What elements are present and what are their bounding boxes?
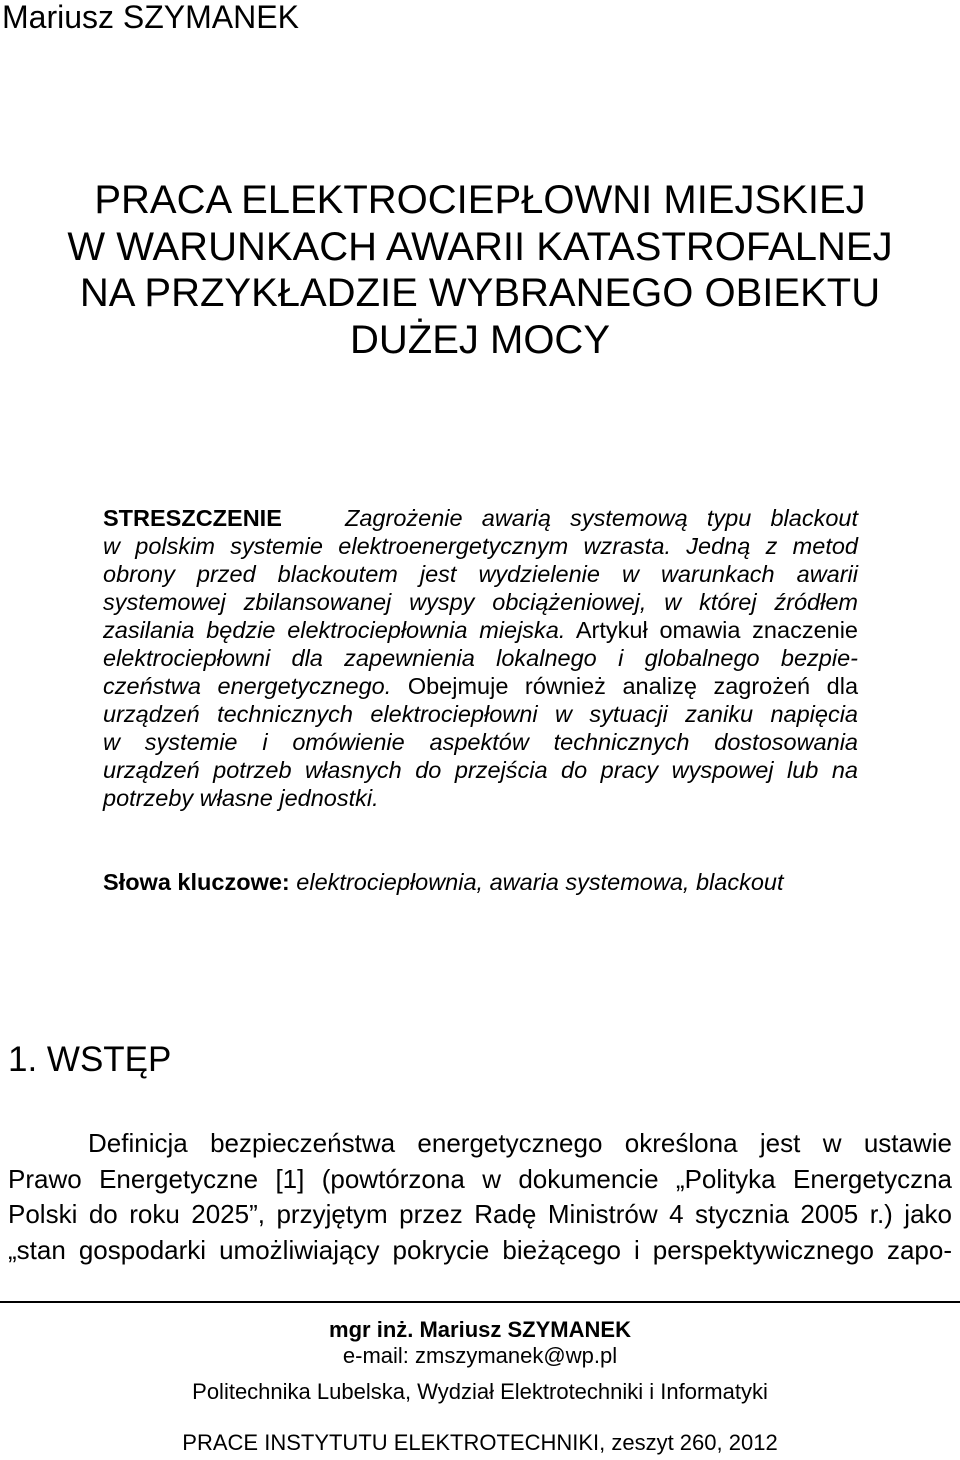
- abstract-heading: STRESZCZENIE: [103, 505, 282, 531]
- abstract-segment: Obejmuje również analizę zagrożeń dla: [407, 673, 859, 699]
- abstract-line: [103, 504, 858, 532]
- abstract-line: urządzeń potrzeb własnych do przejścia do pracy wyspowej lub na: [103, 757, 858, 783]
- section-heading: 1. WSTĘP: [8, 1040, 172, 1079]
- body-line: Prawo Energetyczne [1] (powtórzona w dokumencie „Polityka Energetyczna: [8, 1163, 952, 1194]
- abstract-line: w polskim systemie elektroenergetycznym wzrasta. Jedną z metod: [103, 533, 858, 559]
- body-line: Polski do roku 2025”, przyjętym przez Radę Ministrów 4 stycznia 2005 r.) jako: [8, 1199, 952, 1229]
- abstract-line: potrzeby własne jednostki.: [103, 785, 379, 811]
- title-line: PRACA ELEKTROCIEPŁOWNI MIEJSKIEJ: [94, 178, 866, 222]
- footer-author: mgr inż. Mariusz SZYMANEK: [329, 1317, 631, 1342]
- abstract-block: [103, 504, 858, 812]
- abstract-line: obrony przed blackoutem jest wydzielenie w warunkach awarii: [103, 561, 858, 587]
- abstract-line: systemowej zbilansowanej wyspy obciążeniowej, w której źródłem: [103, 589, 858, 615]
- abstract-line: elektrociepłowni dla zapewnienia lokalnego i globalnego bezpie-: [103, 645, 858, 671]
- title-line: DUŻEJ MOCY: [350, 317, 610, 362]
- body-line: „stan gospodarki umożliwiający pokrycie bieżącego i perspektywicznego zapo-: [8, 1234, 952, 1265]
- abstract-line-text: Zagrożenie awarią systemową typu blackout: [345, 505, 858, 531]
- paper-title: [0, 177, 960, 363]
- abstract-line: urządzeń technicznych elektrociepłowni w sytuacji zaniku napięcia: [103, 701, 858, 727]
- abstract-segment: zasilania będzie elektrociepłownia miejska.: [103, 617, 566, 643]
- footer-affiliation: Politechnika Lubelska, Wydział Elektrotechniki i Informatyki: [192, 1379, 768, 1404]
- abstract-line: [103, 672, 858, 700]
- title-line: W WARUNKACH AWARII KATASTROFALNEJ: [67, 224, 893, 269]
- footer-journal: PRACE INSTYTUTU ELEKTROTECHNIKI, zeszyt 260, 2012: [182, 1430, 778, 1455]
- running-header: Mariusz SZYMANEK: [2, 0, 299, 35]
- abstract-segment: czeństwa energetycznego.: [103, 673, 392, 699]
- abstract-line: [103, 616, 858, 644]
- footer-email: e-mail: zmszymanek@wp.pl: [342, 1343, 618, 1368]
- keywords-label: Słowa kluczowe:: [103, 869, 290, 895]
- footer-rule: [0, 1301, 960, 1303]
- abstract-segment: Artykuł omawia znaczenie: [575, 617, 858, 643]
- body-text: [8, 1126, 952, 1268]
- keywords-value: elektrociepłownia, awaria systemowa, blackout: [296, 869, 784, 895]
- keywords-line: [103, 868, 783, 896]
- body-line: Definicja bezpieczeństwa energetycznego określona jest w ustawie: [88, 1128, 952, 1158]
- abstract-line: w systemie i omówienie aspektów technicznych dostosowania: [103, 729, 858, 755]
- title-line: NA PRZYKŁADZIE WYBRANEGO OBIEKTU: [79, 271, 881, 315]
